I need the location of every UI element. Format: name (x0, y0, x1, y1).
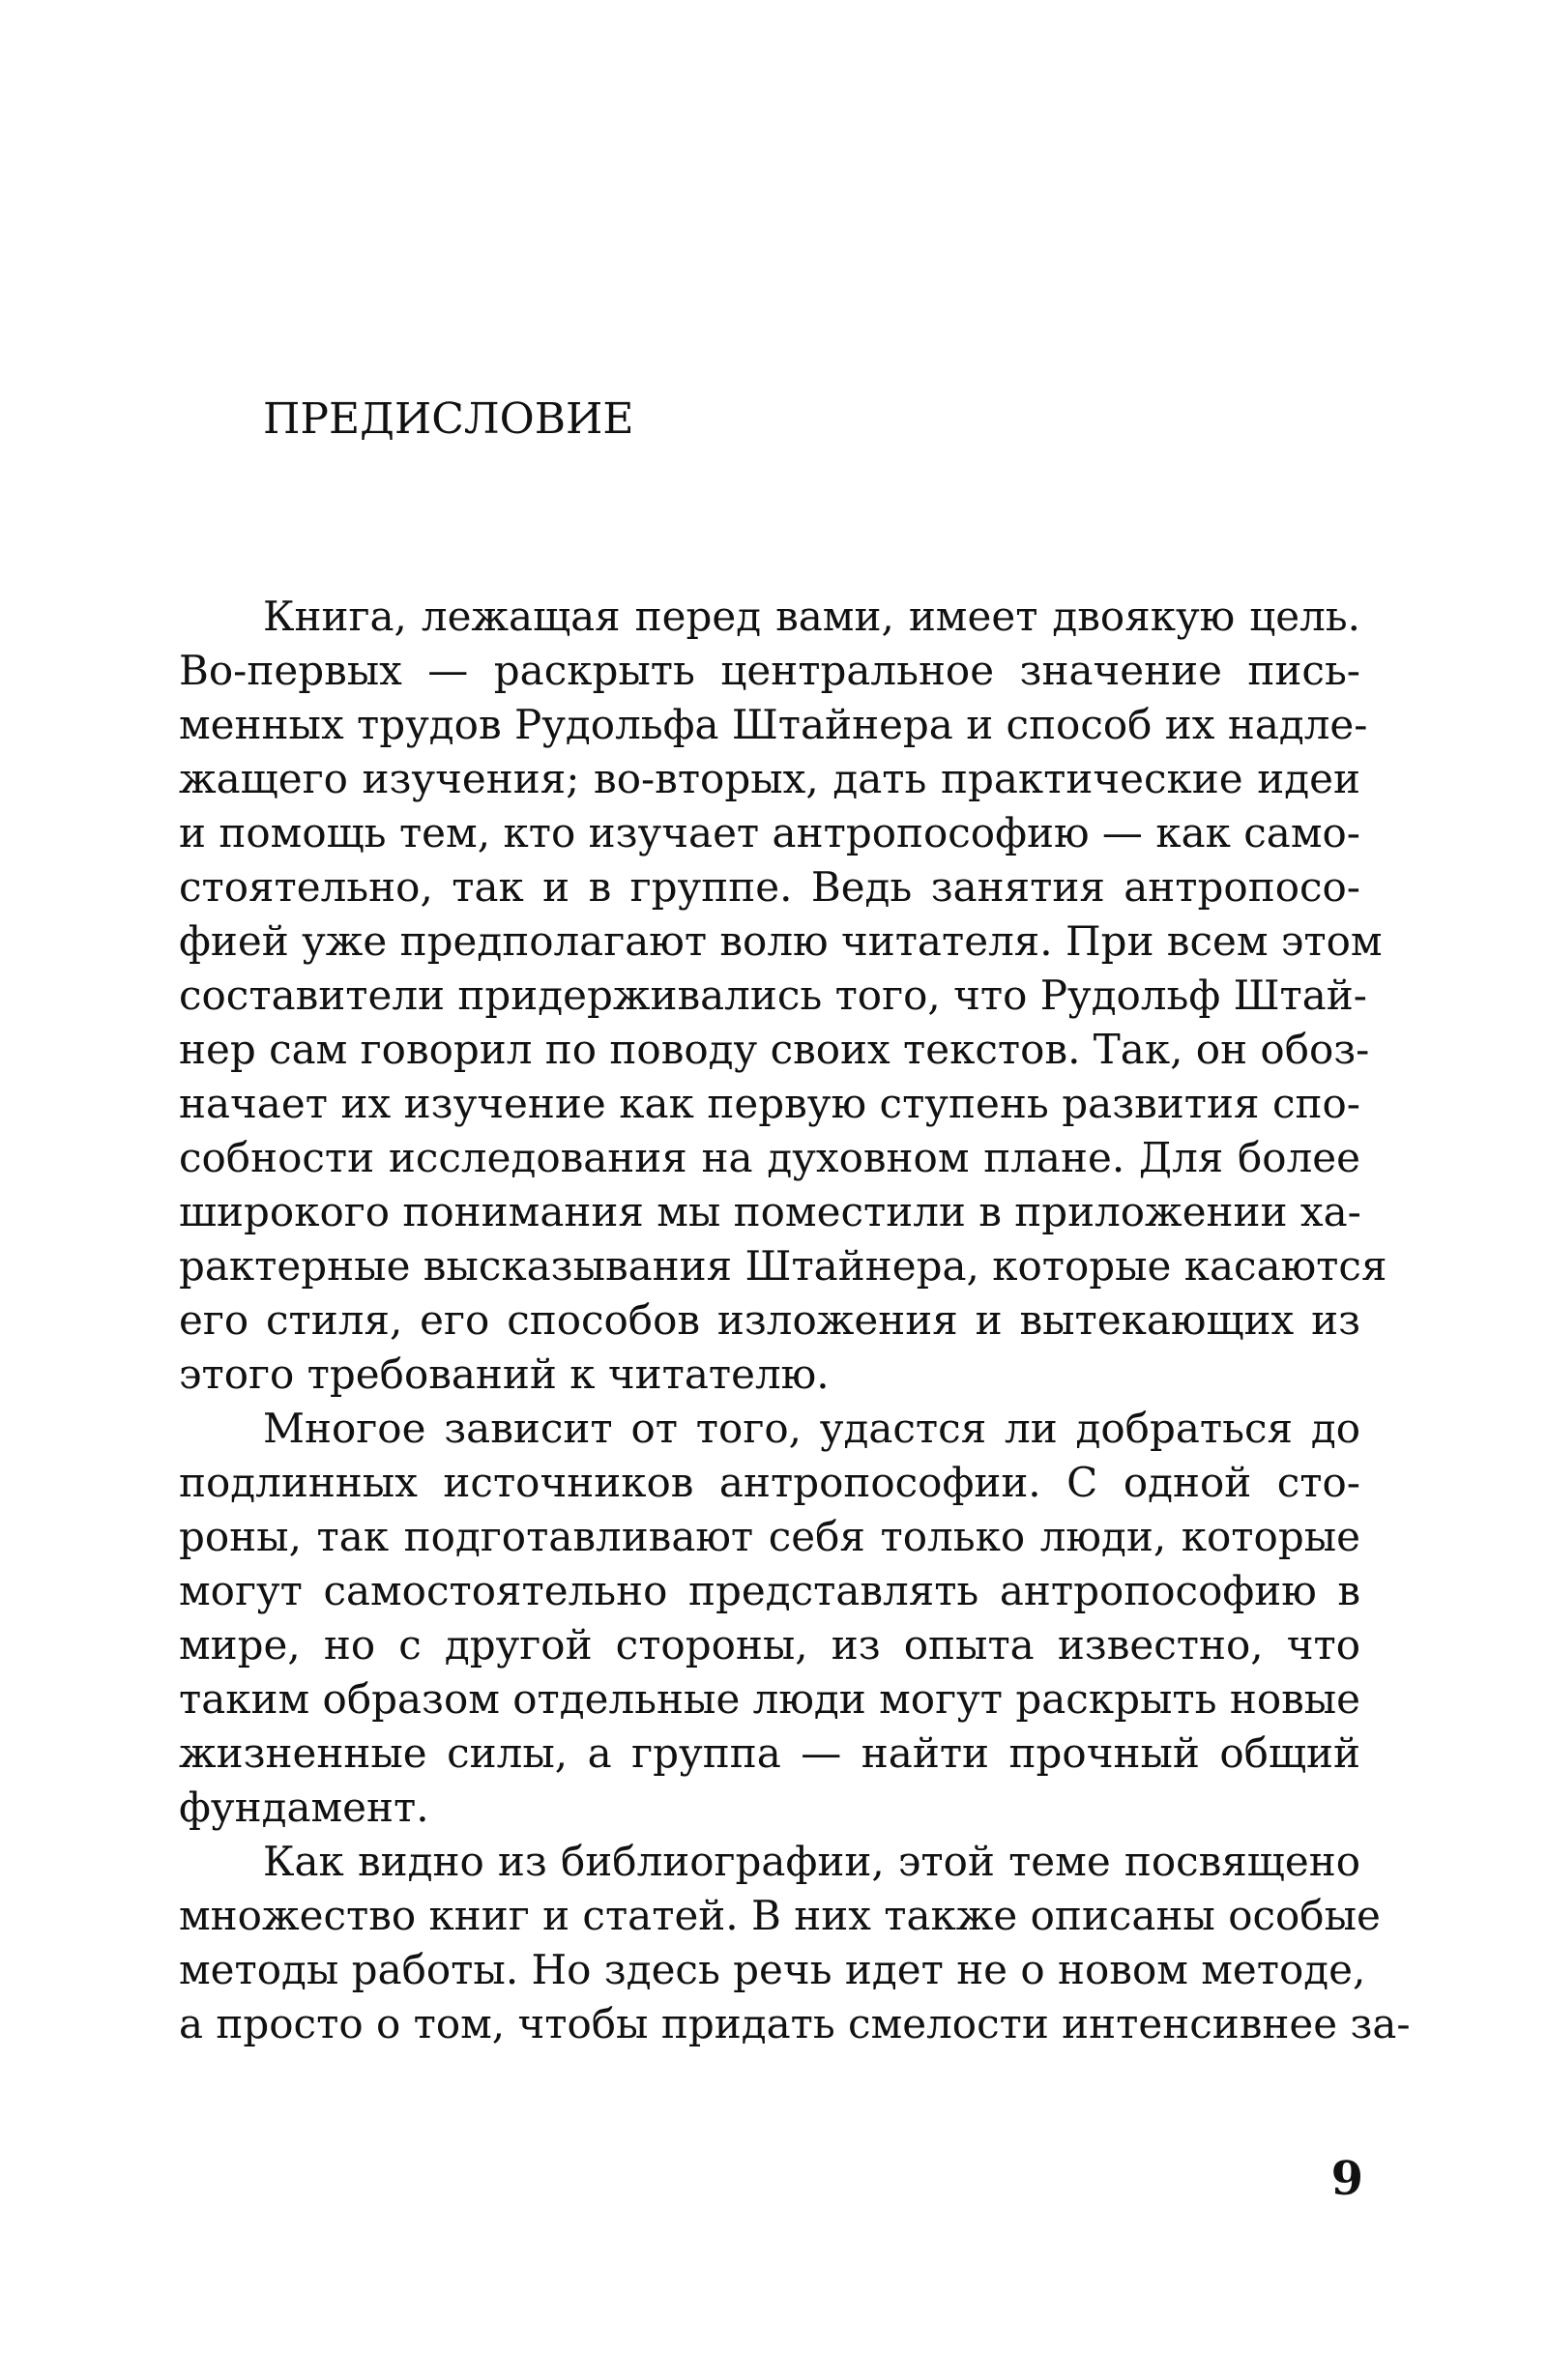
text-line: менных трудов Рудольфа Штайнера и способ их надле- (179, 701, 1368, 748)
text-line: составители придерживались того, что Рудольф Штай- (179, 972, 1367, 1019)
text-line: жащего изучения; во-вторых, дать практические идеи (179, 755, 1360, 802)
text-line: Как видно из библиографии, этой теме посвящено (263, 1838, 1360, 1885)
text-line: начает их изучение как первую ступень развития спо- (179, 1080, 1360, 1127)
text-line: нер сам говорил по поводу своих текстов. Так, он обоз- (179, 1026, 1370, 1073)
text-line: фундамент. (179, 1784, 429, 1831)
text-line: могут самостоятельно представлять антропософию в (179, 1567, 1360, 1614)
text-line: роны, так подготавливают себя только люди, которые (179, 1513, 1360, 1560)
text-line: множество книг и статей. В них также описаны особые (179, 1892, 1381, 1939)
text-line: таким образом отдельные люди могут раскрыть новые (179, 1675, 1361, 1723)
text-line: этого требований к читателю. (179, 1350, 830, 1398)
text-line: жизненные силы, а группа — найти прочный общий (179, 1729, 1360, 1777)
text-line: Многое зависит от того, удастся ли добраться до (263, 1405, 1360, 1452)
text-line: методы работы. Но здесь речь идет не о новом методе, (179, 1946, 1366, 1993)
text-line: рактерные высказывания Штайнера, которые касаются (179, 1242, 1387, 1290)
text-line: фией уже предполагают волю читателя. При всем этом (179, 917, 1383, 965)
text-line: стоятельно, так и в группе. Ведь занятия антропосо- (179, 863, 1360, 911)
text-line: подлинных источников антропософии. С одной сто- (179, 1459, 1360, 1506)
page-number: 9 (1330, 2152, 1363, 2206)
text-line: мире, но с другой стороны, из опыта известно, что (179, 1621, 1360, 1669)
text-line: Книга, лежащая перед вами, имеет двоякую цель. (263, 593, 1360, 640)
text-line: широкого понимания мы поместили в приложении ха- (179, 1188, 1361, 1235)
page-heading: ПРЕДИСЛОВИЕ (263, 394, 634, 444)
text-line: а просто о том, чтобы придать смелости интенсивнее за- (179, 2000, 1411, 2047)
text-line: Во-первых — раскрыть центральное значение пись- (179, 647, 1360, 694)
text-line: его стиля, его способов изложения и вытекающих из (179, 1296, 1360, 1344)
text-line: и помощь тем, кто изучает антропософию — как само- (179, 809, 1360, 856)
text-line: собности исследования на духовном плане. Для более (179, 1134, 1360, 1181)
